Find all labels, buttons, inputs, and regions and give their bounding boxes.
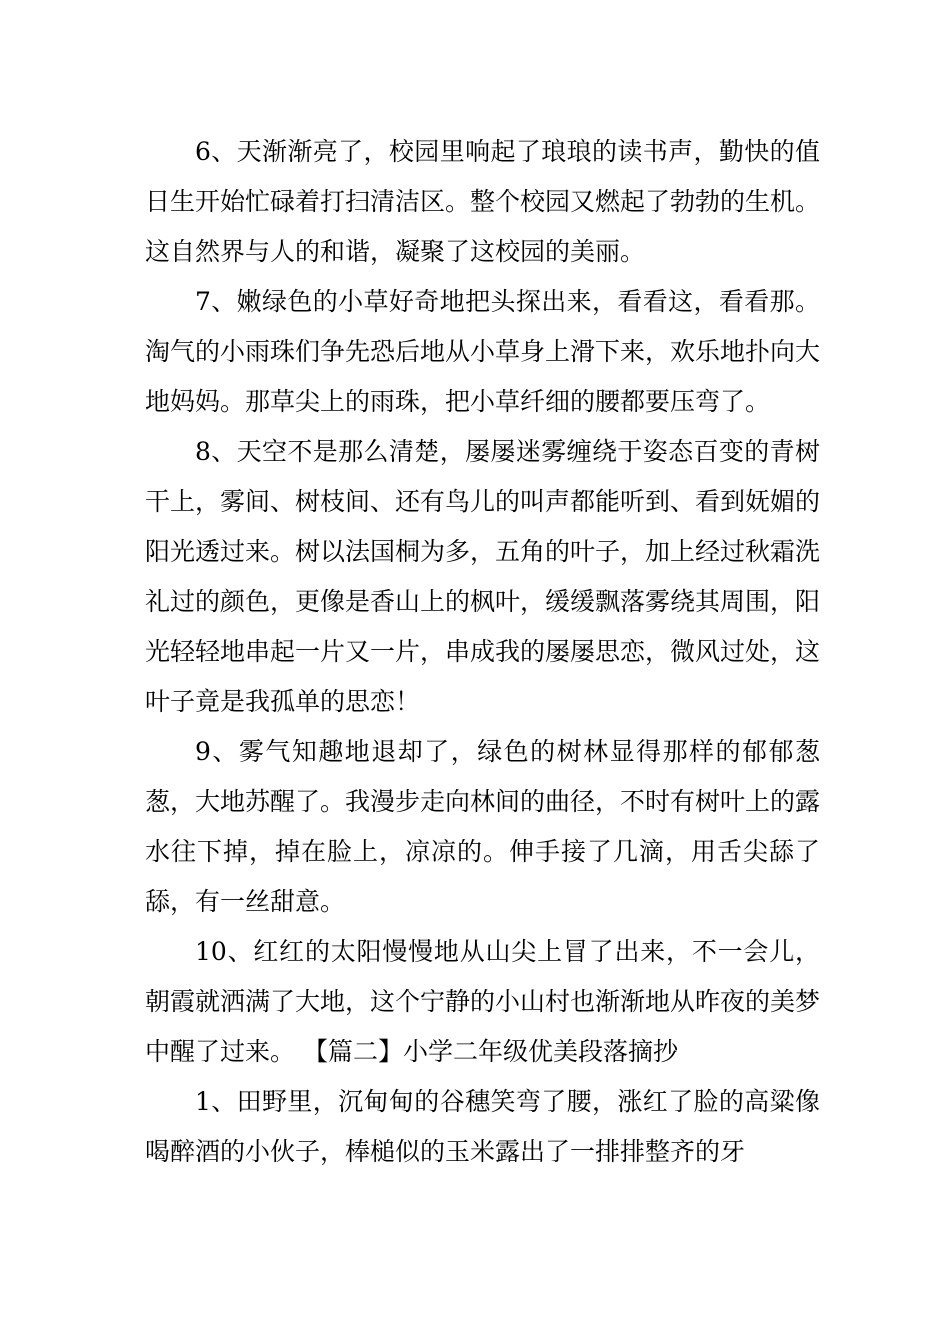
paragraph-9: 9、雾气知趣地退却了，绿色的树林显得那样的郁郁葱葱，大地苏醒了。我漫步走向林间的曲径，不时有树叶上的露水往下掉，掉在脸上，凉凉的。伸手接了几滴，用舌尖舔了舔，有一丝甜意。 [145,737,820,916]
paragraph-6: 6、天渐渐亮了，校园里响起了琅琅的读书声，勤快的值日生开始忙碌着打扫清洁区。整个校园又燃起了勃勃的生机。这自然界与人的和谐，凝聚了这校园的美丽。 [145,137,820,266]
paragraph-8: 8、天空不是那么清楚，屡屡迷雾缠绕于姿态百变的青树干上，雾间、树枝间、还有鸟儿的叫声都能听到、看到妩媚的阳光透过来。树以法国桐为多，五角的叶子，加上经过秋霜洗礼过的颜色，更像是香山上的枫叶，缓缓飘落雾绕其周围，阳光轻轻地串起一片又一片，串成我的屡屡思恋，微风过处，这叶子竟是我孤单的思恋！ [145,437,820,716]
paragraph-section2-1: 1、田野里，沉甸甸的谷穗笑弯了腰，涨红了脸的高粱像喝醉酒的小伙子，棒槌似的玉米露出了一排排整齐的牙 [145,1087,820,1166]
paragraph-7: 7、嫩绿色的小草好奇地把头探出来，看看这，看看那。淘气的小雨珠们争先恐后地从小草身上滑下来，欢乐地扑向大地妈妈。那草尖上的雨珠，把小草纤细的腰都要压弯了。 [145,287,820,416]
document-page [145,127,820,1237]
paragraph-10: 10、红红的太阳慢慢地从山尖上冒了出来，不一会儿，朝霞就洒满了大地，这个宁静的小山村也渐渐地从昨夜的美梦中醒了过来。 【篇二】小学二年级优美段落摘抄 [145,937,820,1066]
